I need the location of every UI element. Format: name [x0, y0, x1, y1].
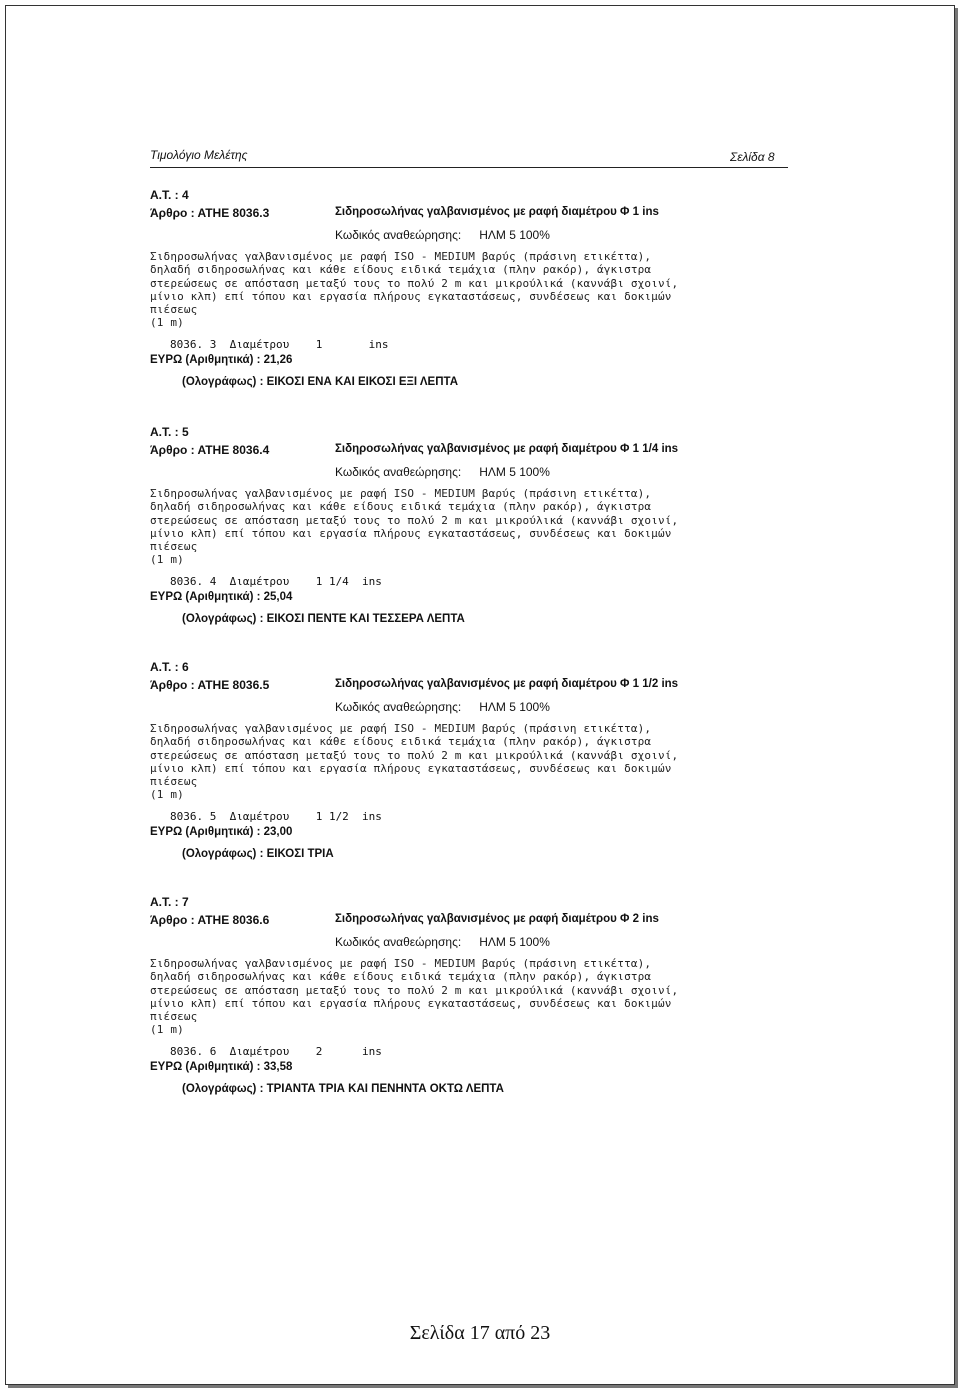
- article-description: Σιδηροσωλήνας γαλβανισμένος με ραφή ISO - MEDIUM βαρύς (πράσινη ετικέττα), δηλαδή σιδηροσωλήνας και κάθε είδους ειδικά τεμάχια (πλην ρακόρ), άγκιστρα στερεώσεως σε απόσταση μεταξύ τους το πολύ 2 m και μικρούλικά (καννάβι σχοινί, μίνιο κλπ) επί τόπου και εργασία πλήρους εγκαταστάσεως, συνδέσεως και δοκιμών πιέσεως (1 m): [150, 722, 679, 802]
- article-diameter: 8036. 6 Διαμέτρου 2 ins: [170, 1045, 382, 1058]
- price-words: (Ολογράφως) : ΤΡΙΑΝΤΑ ΤΡΙΑ ΚΑΙ ΠΕΝΗΝΤΑ ΟΚΤΩ ΛΕΠΤΑ: [182, 1083, 504, 1095]
- revision-code-value: ΗΛΜ 5 100%: [479, 935, 550, 949]
- price-numeric: ΕΥΡΩ (Αριθμητικά) : 21,26: [150, 354, 293, 366]
- price-numeric: ΕΥΡΩ (Αριθμητικά) : 33,58: [150, 1061, 293, 1073]
- header-rule: [150, 167, 788, 168]
- price-numeric: ΕΥΡΩ (Αριθμητικά) : 23,00: [150, 826, 293, 838]
- article-description: Σιδηροσωλήνας γαλβανισμένος με ραφή ISO - MEDIUM βαρύς (πράσινη ετικέττα), δηλαδή σιδηροσωλήνας και κάθε είδους ειδικά τεμάχια (πλην ρακόρ), άγκιστρα στερεώσεως σε απόσταση μεταξύ τους το πολύ 2 m και μικρούλικά (καννάβι σχοινί, μίνιο κλπ) επί τόπου και εργασία πλήρους εγκαταστάσεως, συνδέσεως και δοκιμών πιέσεως (1 m): [150, 487, 679, 567]
- article-block: [150, 660, 790, 895]
- article-description: Σιδηροσωλήνας γαλβανισμένος με ραφή ISO - MEDIUM βαρύς (πράσινη ετικέττα), δηλαδή σιδηροσωλήνας και κάθε είδους ειδικά τεμάχια (πλην ρακόρ), άγκιστρα στερεώσεως σε απόσταση μεταξύ τους το πολύ 2 m και μικρούλικά (καννάβι σχοινί, μίνιο κλπ) επί τόπου και εργασία πλήρους εγκαταστάσεως, συνδέσεως και δοκιμών πιέσεως (1 m): [150, 957, 679, 1037]
- article-code: Άρθρο : ΑΤΗΕ 8036.6: [150, 913, 270, 927]
- revision-code-label: Κωδικός αναθεώρησης:: [335, 228, 462, 242]
- revision-code-label: Κωδικός αναθεώρησης:: [335, 465, 462, 479]
- article-code: Άρθρο : ΑΤΗΕ 8036.5: [150, 678, 270, 692]
- price-numeric: ΕΥΡΩ (Αριθμητικά) : 25,04: [150, 591, 293, 603]
- header-title: Τιμολόγιο Μελέτης: [150, 148, 248, 162]
- article-code: Άρθρο : ΑΤΗΕ 8036.4: [150, 443, 270, 457]
- header-page: Σελίδα 8: [730, 150, 775, 164]
- article-block: [150, 425, 790, 660]
- article-block: [150, 188, 790, 423]
- article-title: Σιδηροσωλήνας γαλβανισμένος με ραφή διαμέτρου Φ 1 1/4 ins: [335, 443, 679, 455]
- revision-code: [335, 228, 550, 242]
- revision-code: [335, 465, 550, 479]
- article-at: Α.Τ. : 6: [150, 660, 189, 674]
- article-diameter: 8036. 3 Διαμέτρου 1 ins: [170, 338, 389, 351]
- article-at: Α.Τ. : 5: [150, 425, 189, 439]
- revision-code-label: Κωδικός αναθεώρησης:: [335, 700, 462, 714]
- page-number-footer: Σελίδα 17 από 23: [409, 1322, 551, 1344]
- article-description: Σιδηροσωλήνας γαλβανισμένος με ραφή ISO - MEDIUM βαρύς (πράσινη ετικέττα), δηλαδή σιδηροσωλήνας και κάθε είδους ειδικά τεμάχια (πλην ρακόρ), άγκιστρα στερεώσεως σε απόσταση μεταξύ τους το πολύ 2 m και μικρούλικά (καννάβι σχοινί, μίνιο κλπ) επί τόπου και εργασία πλήρους εγκαταστάσεως, συνδέσεως και δοκιμών πιέσεως (1 m): [150, 250, 679, 330]
- revision-code: [335, 935, 550, 949]
- price-words: (Ολογράφως) : ΕΙΚΟΣΙ ΕΝΑ ΚΑΙ ΕΙΚΟΣΙ ΕΞΙ ΛΕΠΤΑ: [182, 376, 458, 388]
- article-at: Α.Τ. : 4: [150, 188, 189, 202]
- article-block: [150, 895, 790, 1130]
- article-at: Α.Τ. : 7: [150, 895, 189, 909]
- revision-code-value: ΗΛΜ 5 100%: [479, 465, 550, 479]
- revision-code-value: ΗΛΜ 5 100%: [479, 228, 550, 242]
- price-words: (Ολογράφως) : ΕΙΚΟΣΙ ΤΡΙΑ: [182, 848, 334, 860]
- article-title: Σιδηροσωλήνας γαλβανισμένος με ραφή διαμέτρου Φ 1 ins: [335, 206, 659, 218]
- revision-code-value: ΗΛΜ 5 100%: [479, 700, 550, 714]
- article-title: Σιδηροσωλήνας γαλβανισμένος με ραφή διαμέτρου Φ 1 1/2 ins: [335, 678, 679, 690]
- article-code: Άρθρο : ΑΤΗΕ 8036.3: [150, 206, 270, 220]
- article-title: Σιδηροσωλήνας γαλβανισμένος με ραφή διαμέτρου Φ 2 ins: [335, 913, 659, 925]
- article-diameter: 8036. 5 Διαμέτρου 1 1/2 ins: [170, 810, 382, 823]
- price-words: (Ολογράφως) : ΕΙΚΟΣΙ ΠΕΝΤΕ ΚΑΙ ΤΕΣΣΕΡΑ ΛΕΠΤΑ: [182, 613, 465, 625]
- article-diameter: 8036. 4 Διαμέτρου 1 1/4 ins: [170, 575, 382, 588]
- revision-code-label: Κωδικός αναθεώρησης:: [335, 935, 462, 949]
- revision-code: [335, 700, 550, 714]
